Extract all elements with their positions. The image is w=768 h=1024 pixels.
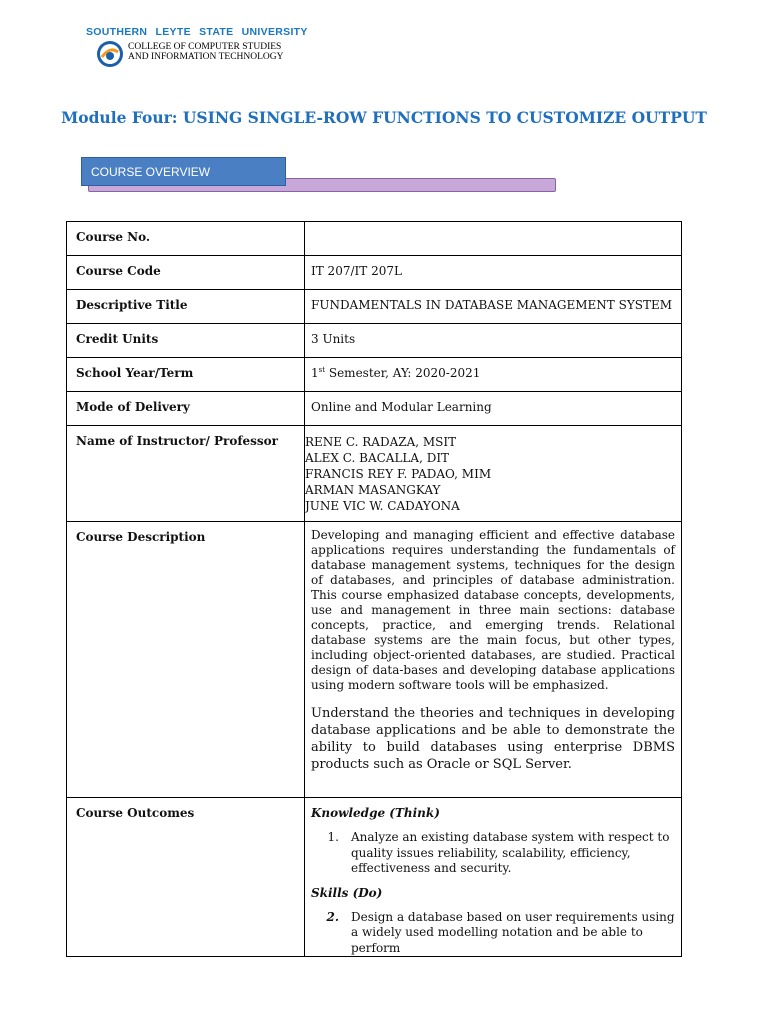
credit-units-value: 3 Units	[305, 324, 682, 358]
course-outcomes-label: Course Outcomes	[67, 798, 305, 957]
descriptive-title-value: FUNDAMENTALS IN DATABASE MANAGEMENT SYSTEM	[305, 290, 682, 324]
instructor-name: FRANCIS REY F. PADAO, MIM	[305, 467, 492, 481]
table-row	[67, 256, 682, 290]
instructor-name: ARMAN MASANGKAY	[305, 483, 441, 497]
course-no-value	[305, 222, 682, 256]
table-row	[67, 798, 682, 957]
list-item: 2. Design a database based on user requirements using a widely used modelling notation and be able to perform	[326, 909, 675, 955]
descriptive-title-label: Descriptive Title	[67, 290, 305, 324]
table-row	[67, 522, 682, 798]
table-row	[67, 324, 682, 358]
instructor-name: JUNE VIC W. CADAYONA	[305, 499, 460, 513]
instructor-label: Name of Instructor/ Professor	[67, 426, 305, 522]
skills-heading: Skills (Do)	[311, 885, 383, 900]
course-outcomes-value	[305, 798, 682, 957]
table-row	[67, 222, 682, 256]
description-paragraph: Understand the theories and techniques in developing database applications and be able to demonstrate the ability to build databases using enterprise DBMS products such as Oracle or SQL Server.	[311, 706, 675, 772]
module-title: Module Four: USING SINGLE-ROW FUNCTIONS TO CUSTOMIZE OUTPUT	[61, 108, 707, 127]
course-description-value	[305, 522, 682, 798]
list-item: 1. Analyze an existing database system with respect to quality issues reliability, scalability, efficiency, effectiveness and security.	[327, 830, 670, 875]
table-row	[67, 426, 682, 522]
delivery-mode-label: Mode of Delivery	[67, 392, 305, 426]
table-row	[67, 358, 682, 392]
section-label: COURSE OVERVIEW	[81, 157, 286, 186]
page-header	[86, 26, 308, 68]
table-row	[67, 290, 682, 324]
course-no-label: Course No.	[67, 222, 305, 256]
school-year-value: 1st Semester, AY: 2020-2021	[305, 358, 682, 392]
knowledge-heading: Knowledge (Think)	[311, 806, 440, 820]
college-name: COLLEGE OF COMPUTER STUDIES AND INFORMATION TECHNOLOGY	[128, 42, 284, 62]
instructor-name: ALEX C. BACALLA, DIT	[305, 451, 450, 465]
college-row	[96, 40, 308, 68]
table-row	[67, 392, 682, 426]
delivery-mode-value: Online and Modular Learning	[305, 392, 682, 426]
course-code-label: Course Code	[67, 256, 305, 290]
school-year-label: School Year/Term	[67, 358, 305, 392]
course-description-label: Course Description	[67, 522, 305, 798]
course-overview-table	[66, 221, 682, 957]
college-logo-icon	[96, 40, 124, 68]
credit-units-label: Credit Units	[67, 324, 305, 358]
university-name: SOUTHERN LEYTE STATE UNIVERSITY	[86, 26, 308, 38]
description-paragraph: Developing and managing efficient and effective database applications requires understanding the fundamentals of database management systems, techniques for the design of databases, and principles of database administration. This course emphasized database concepts, developments, use and management in three main sections: database concepts, practice, and emerging trends. Relational database systems are the main focus, but other types, including object-oriented databases, are studied. Practical design of data-bases and developing database applications using modern software tools will be emphasized.	[311, 528, 675, 692]
course-code-value: IT 207/IT 207L	[305, 256, 682, 290]
instructor-list	[305, 426, 682, 522]
instructor-name: RENE C. RADAZA, MSIT	[305, 435, 457, 449]
